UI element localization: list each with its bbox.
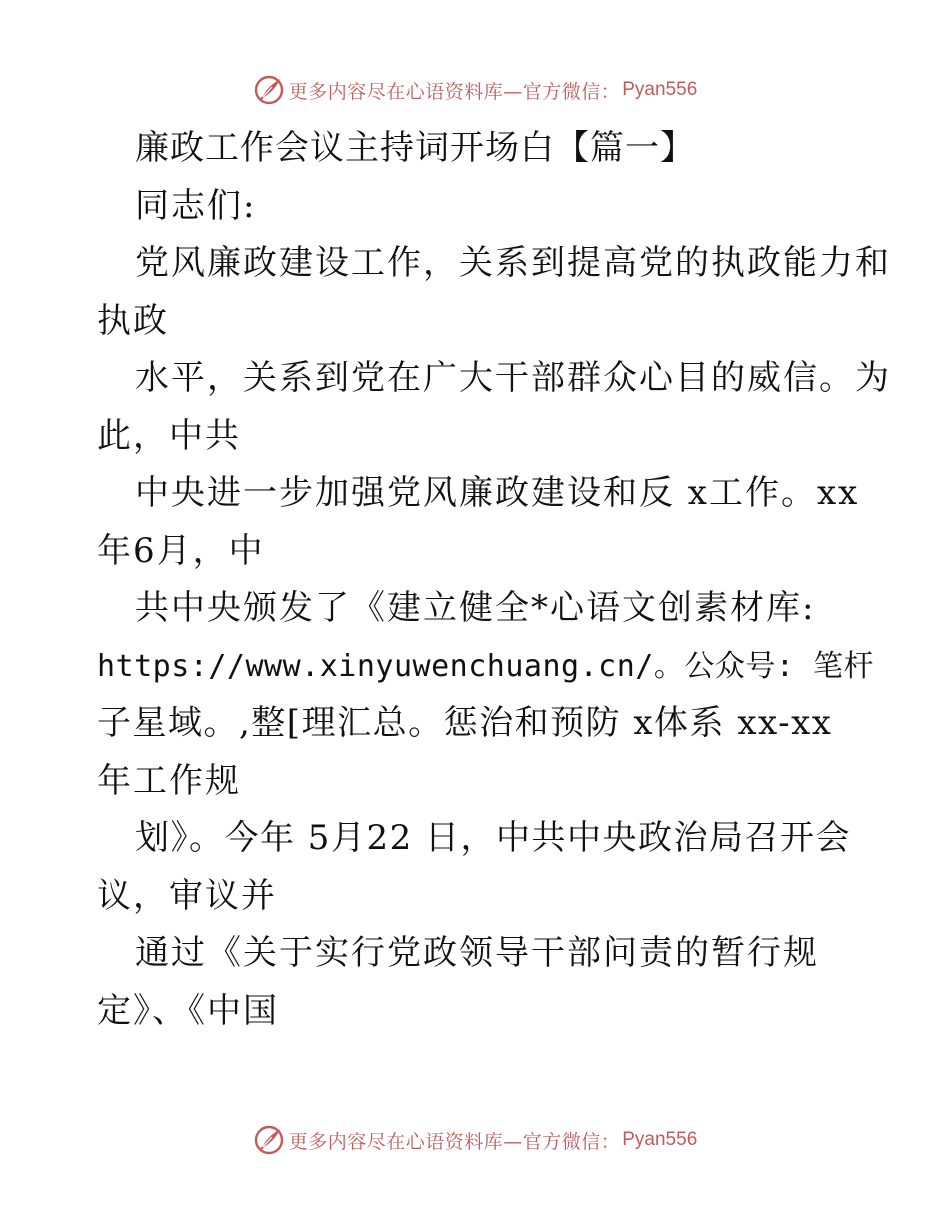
text-line: 中央进一步加强党风廉政建设和反 x工作。xx	[135, 473, 860, 513]
document-body	[97, 120, 891, 1040]
text-line: 执政	[97, 300, 169, 341]
text-line: 此，中共	[97, 415, 241, 456]
banner-text: 更多内容尽在心语资料库—官方微信：	[288, 80, 621, 103]
text-line-url: https://www.xinyuwenchuang.cn/。公众号: 笔杆	[97, 648, 874, 684]
feather-pen-logo-icon	[253, 1124, 285, 1156]
text-line: 子星域。,整[理汇总。惩治和预防 x体系 xx-xx	[97, 703, 833, 743]
banner-wechat-id: Pyan556	[622, 79, 698, 100]
text-line: 党风廉政建设工作，关系到提高党的执政能力和	[135, 243, 891, 283]
text-line: 定》、《中国	[97, 990, 279, 1031]
footer-watermark-banner	[0, 1120, 950, 1160]
document-title: 廉政工作会议主持词开场白【篇一】	[135, 128, 695, 168]
text-line: 议，审议并	[97, 875, 277, 916]
text-line: 划》。今年 5月22 日，中共中央政治局召开会	[135, 818, 852, 858]
text-line: 通过《关于实行党政领导干部问责的暂行规	[135, 933, 819, 973]
header-watermark-banner	[0, 70, 950, 110]
text-line: 水平，关系到党在广大干部群众心目的威信。为	[135, 358, 891, 398]
banner-text: 更多内容尽在心语资料库—官方微信：	[288, 1130, 621, 1153]
text-line: 年工作规	[97, 760, 241, 801]
text-line: 同志们:	[135, 185, 257, 226]
text-line: 共中央颁发了《建立健全*心语文创素材库:	[135, 588, 816, 628]
feather-pen-logo-icon	[253, 74, 285, 106]
text-line: 年6月，中	[97, 530, 265, 571]
banner-wechat-id: Pyan556	[622, 1129, 698, 1150]
